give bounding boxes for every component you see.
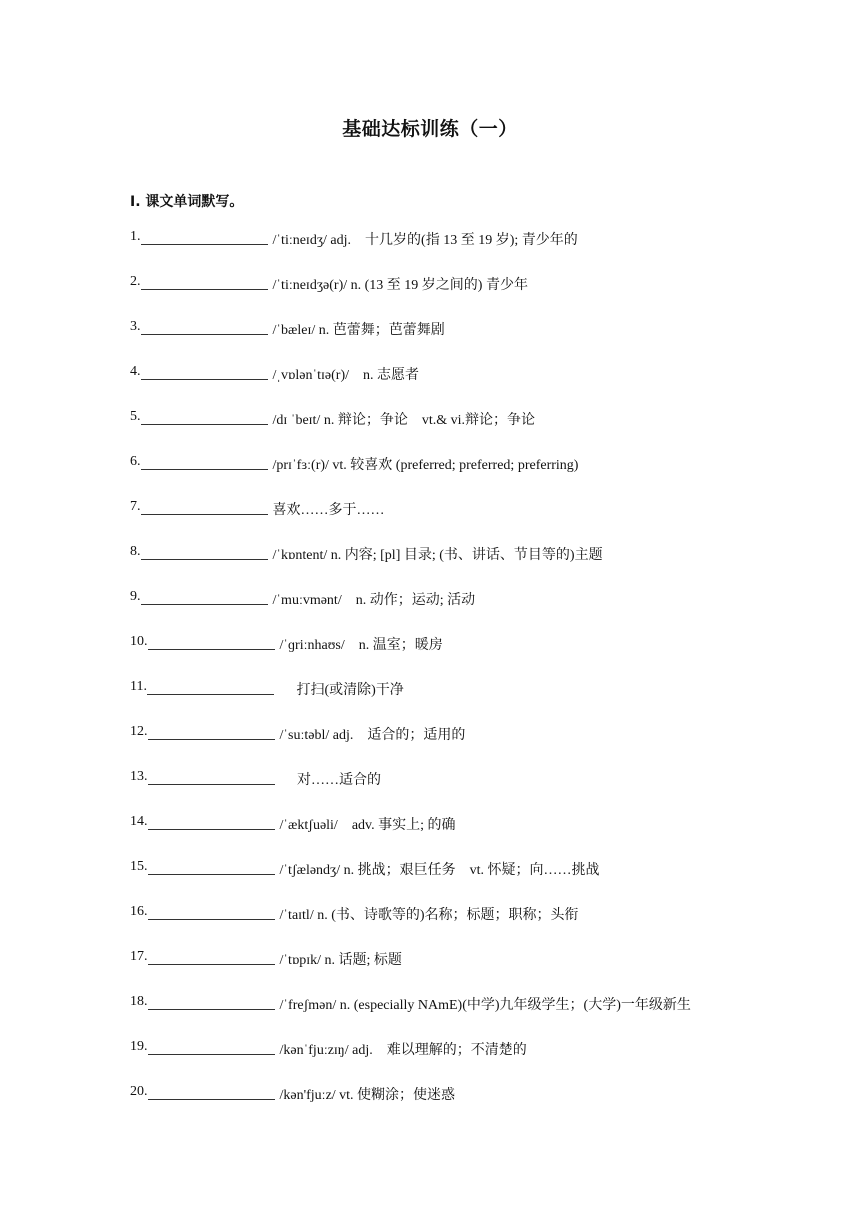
item-number: 17. — [130, 949, 148, 964]
item-definition: 对……适合的 — [279, 773, 381, 788]
answer-blank[interactable] — [141, 499, 268, 515]
item-number: 13. — [130, 769, 148, 784]
answer-blank[interactable] — [141, 319, 268, 335]
item-definition: /ˈɡriːnhaʊs/ n. 温室；暖房 — [279, 638, 443, 653]
item-definition: 打扫(或清除)干净 — [278, 683, 404, 698]
item-number: 5. — [130, 409, 141, 424]
item-definition: /ˈæktʃuəli/ adv. 事实上; 的确 — [279, 818, 456, 833]
vocab-item — [130, 1039, 830, 1084]
vocab-item — [130, 229, 830, 274]
item-definition: /ˈtiːneɪdʒ/ adj. 十几岁的(指 13 至 19 岁); 青少年的 — [272, 233, 578, 248]
item-definition: /prɪˈfɜː(r)/ vt. 较喜欢 (preferred; preferred; preferring) — [272, 458, 579, 473]
answer-blank[interactable] — [148, 769, 275, 785]
vocab-item — [130, 454, 830, 499]
answer-blank[interactable] — [141, 229, 268, 245]
vocab-item — [130, 769, 830, 814]
answer-blank[interactable] — [148, 724, 275, 740]
item-number: 1. — [130, 229, 141, 244]
item-definition: /ˈbæleɪ/ n. 芭蕾舞；芭蕾舞剧 — [272, 323, 445, 338]
answer-blank[interactable] — [148, 1039, 275, 1055]
item-definition: 喜欢……多于…… — [272, 503, 385, 518]
item-definition: /ˈmuːvmənt/ n. 动作；运动; 活动 — [272, 593, 476, 608]
item-number: 6. — [130, 454, 141, 469]
page-title: 基础达标训练（一） — [342, 118, 518, 140]
item-number: 19. — [130, 1039, 148, 1054]
vocab-item — [130, 499, 830, 544]
item-definition: /ˈtʃæləndʒ/ n. 挑战；艰巨任务 vt. 怀疑；向……挑战 — [279, 863, 600, 878]
item-number: 9. — [130, 589, 141, 604]
item-definition: /ˈfreʃmən/ n. (especially NAmE)(中学)九年级学生；(大学)一年级新生 — [279, 998, 691, 1013]
item-number: 15. — [130, 859, 148, 874]
answer-blank[interactable] — [148, 949, 275, 965]
vocab-item — [130, 859, 830, 904]
answer-blank[interactable] — [148, 904, 275, 920]
item-number: 20. — [130, 1084, 148, 1099]
item-number: 14. — [130, 814, 148, 829]
item-number: 7. — [130, 499, 141, 514]
item-definition: /kənˈfjuːzɪŋ/ adj. 难以理解的；不清楚的 — [279, 1043, 527, 1058]
item-definition: /kən'fjuːz/ vt. 使糊涂；使迷惑 — [279, 1088, 456, 1103]
vocab-item — [130, 274, 830, 319]
item-number: 11. — [130, 679, 147, 694]
item-number: 3. — [130, 319, 141, 334]
vocab-item — [130, 814, 830, 859]
item-definition: /ˈtɒpɪk/ n. 话题; 标题 — [279, 953, 402, 968]
item-number: 18. — [130, 994, 148, 1009]
vocab-item — [130, 319, 830, 364]
vocab-item — [130, 904, 830, 949]
vocab-item — [130, 1084, 830, 1129]
item-number: 2. — [130, 274, 141, 289]
answer-blank[interactable] — [141, 364, 268, 380]
vocab-item — [130, 724, 830, 769]
item-number: 12. — [130, 724, 148, 739]
answer-blank[interactable] — [148, 994, 275, 1010]
item-number: 16. — [130, 904, 148, 919]
vocab-item — [130, 994, 830, 1039]
answer-blank[interactable] — [148, 1084, 275, 1100]
item-definition: /ˈkɒntent/ n. 内容; [pl] 目录; (书、讲话、节目等的)主题 — [272, 548, 603, 563]
item-definition: /ˈtiːneɪdʒə(r)/ n. (13 至 19 岁之间的) 青少年 — [272, 278, 528, 293]
vocabulary-list — [130, 229, 830, 1129]
vocab-item — [130, 544, 830, 589]
answer-blank[interactable] — [148, 814, 275, 830]
answer-blank[interactable] — [141, 544, 268, 560]
item-definition: /ˈsuːtəbl/ adj. 适合的；适用的 — [279, 728, 466, 743]
item-number: 8. — [130, 544, 141, 559]
item-definition: /ˌvɒlənˈtɪə(r)/ n. 志愿者 — [272, 368, 420, 383]
item-definition: /dɪ ˈbeɪt/ n. 辩论；争论 vt.& vi.辩论；争论 — [272, 413, 535, 428]
vocab-item — [130, 634, 830, 679]
vocab-item — [130, 589, 830, 634]
answer-blank[interactable] — [141, 454, 268, 470]
answer-blank[interactable] — [141, 274, 268, 290]
vocab-item — [130, 364, 830, 409]
section-heading: Ⅰ. 课文单词默写。 — [130, 194, 244, 210]
answer-blank[interactable] — [148, 634, 275, 650]
vocab-item — [130, 949, 830, 994]
answer-blank[interactable] — [147, 679, 274, 695]
item-number: 10. — [130, 634, 148, 649]
vocab-item — [130, 679, 830, 724]
answer-blank[interactable] — [148, 859, 275, 875]
item-definition: /ˈtaɪtl/ n. (书、诗歌等的)名称；标题；职称；头衔 — [279, 908, 579, 923]
vocab-item — [130, 409, 830, 454]
answer-blank[interactable] — [141, 589, 268, 605]
item-number: 4. — [130, 364, 141, 379]
answer-blank[interactable] — [141, 409, 268, 425]
